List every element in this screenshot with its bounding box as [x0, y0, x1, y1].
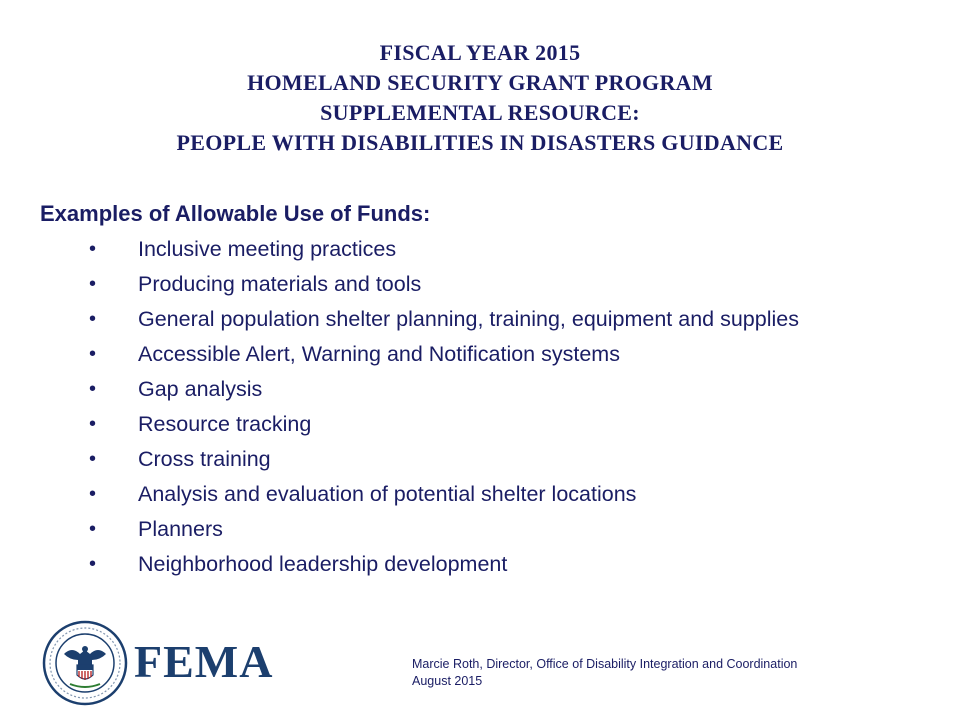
- section-heading: Examples of Allowable Use of Funds:: [40, 201, 431, 226]
- bullet-icon: •: [89, 273, 97, 295]
- title-line-1: FISCAL YEAR 2015: [379, 40, 581, 65]
- bullet-icon: •: [89, 553, 97, 575]
- title-line-4: PEOPLE WITH DISABILITIES IN DISASTERS GUIDANCE: [176, 130, 784, 155]
- fema-wordmark: FEMA: [134, 636, 274, 687]
- list-item-text: Gap analysis: [138, 377, 263, 401]
- dhs-seal-icon: [42, 620, 128, 706]
- bullet-icon: •: [89, 308, 97, 330]
- title-line-3: SUPPLEMENTAL RESOURCE:: [320, 100, 640, 125]
- list-item-text: Accessible Alert, Warning and Notification systems: [138, 342, 620, 366]
- list-item: [0, 232, 960, 267]
- bullet-icon: •: [89, 518, 97, 540]
- list-item: [0, 372, 960, 407]
- list-item-text: Resource tracking: [138, 412, 312, 436]
- title-line-2: HOMELAND SECURITY GRANT PROGRAM: [247, 70, 713, 95]
- list-item: [0, 442, 960, 477]
- footer: [412, 656, 797, 690]
- bullet-icon: •: [89, 483, 97, 505]
- list-item: [0, 512, 960, 547]
- fema-logo: [42, 620, 274, 706]
- list-item-text: Analysis and evaluation of potential shelter locations: [138, 482, 637, 506]
- list-item: [0, 302, 960, 337]
- bullet-icon: •: [89, 343, 97, 365]
- list-item: [0, 267, 960, 302]
- list-item-text: Inclusive meeting practices: [138, 237, 397, 261]
- list-item: [0, 337, 960, 372]
- list-item-text: Planners: [138, 517, 223, 541]
- bullet-icon: •: [89, 238, 97, 260]
- list-item-text: Producing materials and tools: [138, 272, 422, 296]
- bullet-icon: •: [89, 448, 97, 470]
- list-item-text: General population shelter planning, training, equipment and supplies: [138, 307, 799, 331]
- bullet-icon: •: [89, 413, 97, 435]
- slide-title: [40, 38, 920, 158]
- allowable-uses-list: [0, 232, 960, 582]
- footer-author: Marcie Roth, Director, Office of Disability Integration and Coordination: [412, 657, 798, 671]
- list-item-text: Neighborhood leadership development: [138, 552, 508, 576]
- bullet-icon: •: [89, 378, 97, 400]
- list-item: [0, 547, 960, 582]
- list-item: [0, 477, 960, 512]
- list-item-text: Cross training: [138, 447, 271, 471]
- list-item: [0, 407, 960, 442]
- footer-date: August 2015: [412, 674, 483, 688]
